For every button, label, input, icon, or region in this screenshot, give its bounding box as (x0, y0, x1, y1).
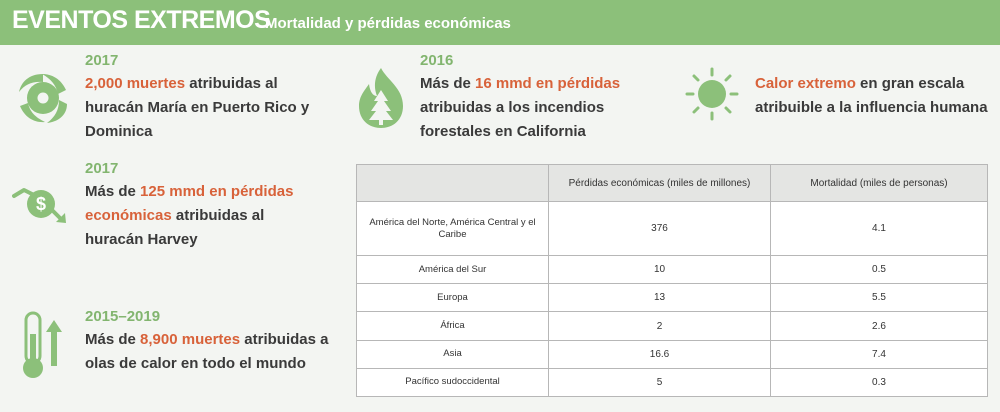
table-row (357, 202, 988, 256)
fact-california-year: 2016 (420, 52, 454, 69)
table-cell-losses: 13 (549, 284, 771, 312)
table-cell-losses: 16.6 (549, 340, 771, 368)
fact-maria-highlight: 2,000 muertes (85, 75, 186, 92)
page-title: EVENTOS EXTREMOS (12, 6, 271, 34)
table-row (357, 284, 988, 312)
fact-california (420, 52, 665, 144)
fact-heatwaves (85, 308, 335, 376)
dollar-loss-icon (12, 182, 74, 226)
table-cell-mortality: 4.1 (771, 202, 988, 256)
table-cell-region: América del Sur (357, 256, 549, 284)
table-header-region (357, 165, 549, 202)
page-subtitle: Mortalidad y pérdidas económicas (265, 15, 511, 32)
fact-heat-highlight: Calor extremo (755, 75, 856, 92)
wildfire-tree-icon (355, 66, 407, 130)
table-cell-mortality: 0.5 (771, 256, 988, 284)
fact-harvey-highlight: 125 mmd en pérdidas económicas (85, 183, 294, 224)
table-cell-losses: 376 (549, 202, 771, 256)
thermometer-icon (18, 310, 68, 382)
fact-harvey-year: 2017 (85, 160, 119, 177)
fact-heat-text: Calor extremo en gran escala atribuible a la influencia humana (755, 75, 988, 116)
fact-california-highlight: 16 mmd en pérdidas (475, 75, 621, 92)
table-row (357, 340, 988, 368)
table-header-mortality: Mortalidad (miles de personas) (771, 165, 988, 202)
table-cell-region: América del Norte, América Central y el Caribe (357, 202, 549, 256)
fact-maria-year: 2017 (85, 52, 119, 69)
table-cell-losses: 5 (549, 368, 771, 396)
fact-heatwaves-highlight: 8,900 muertes (140, 331, 241, 348)
table-row (357, 312, 988, 340)
fact-harvey-text: Más de 125 mmd en pérdidas económicas atribuidas al huracán Harvey (85, 183, 294, 248)
fact-california-text: Más de 16 mmd en pérdidas atribuidas a los incendios forestales en California (420, 75, 621, 140)
table-cell-losses: 10 (549, 256, 771, 284)
table-cell-region: Asia (357, 340, 549, 368)
svg-text:$: $ (35, 194, 47, 214)
fact-heatwaves-text: Más de 8,900 muertes atribuidas a olas de calor en todo el mundo (85, 331, 329, 372)
table-cell-region: África (357, 312, 549, 340)
table-header-row (357, 165, 988, 202)
fact-maria (85, 52, 335, 144)
table-cell-region: Pacífico sudoccidental (357, 368, 549, 396)
table-row (357, 368, 988, 396)
fact-heat (755, 70, 995, 120)
table-header-losses: Pérdidas económicas (miles de millones) (549, 165, 771, 202)
regional-losses-table (356, 164, 988, 397)
table-cell-mortality: 2.6 (771, 312, 988, 340)
table-cell-losses: 2 (549, 312, 771, 340)
table-cell-mortality: 5.5 (771, 284, 988, 312)
sun-icon (684, 66, 740, 122)
table-cell-mortality: 0.3 (771, 368, 988, 396)
fact-heatwaves-year: 2015–2019 (85, 308, 161, 325)
table-cell-region: Europa (357, 284, 549, 312)
header-bar (0, 0, 1000, 45)
table-cell-mortality: 7.4 (771, 340, 988, 368)
hurricane-icon (15, 70, 71, 126)
fact-harvey (85, 160, 315, 252)
table-row (357, 256, 988, 284)
fact-maria-text: 2,000 muertes atribuidas al huracán María en Puerto Rico y Dominica (85, 75, 310, 140)
